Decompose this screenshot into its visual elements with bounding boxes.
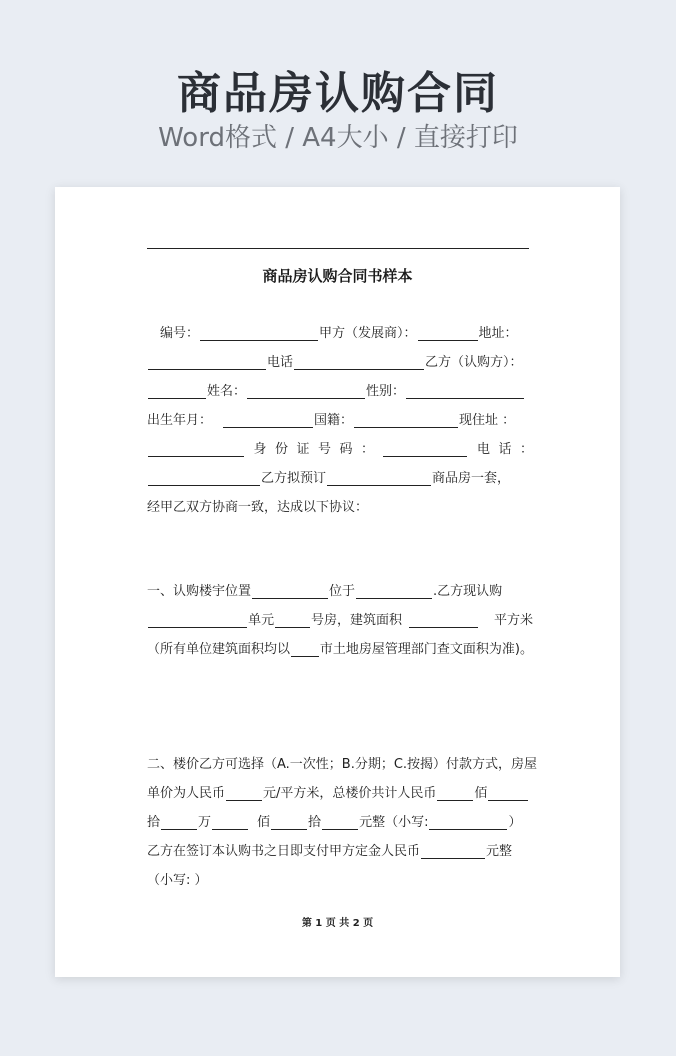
s1-location-blank xyxy=(252,584,328,599)
s1-at-label: 位于 xyxy=(329,584,356,599)
phone-label: 电话 xyxy=(267,355,294,370)
s2-bai2-label: 佰 xyxy=(257,815,271,830)
birth-label: 出生年月： xyxy=(147,413,213,428)
s2-lower-blank xyxy=(429,815,507,830)
s2-unit-price-label: 单价为人民币 xyxy=(147,786,226,801)
s2-total-label: 元/平方米，总楼价共计人民币 xyxy=(263,786,437,801)
s1-unit-label: 单元 xyxy=(248,613,275,628)
s1-buy-label: .乙方现认购 xyxy=(433,584,503,599)
document-page xyxy=(55,187,620,977)
line-id xyxy=(147,435,533,464)
s1-line2 xyxy=(147,606,533,635)
s1-area-label: 号房，建筑面积 xyxy=(311,613,403,628)
s2-unit-price-blank xyxy=(226,786,262,801)
s2-shi2-blank xyxy=(322,815,358,830)
document-title: 商品房认购合同书样本 xyxy=(262,267,413,285)
party-a-blank xyxy=(418,326,478,341)
s1-location-label: 一、认购楼宇位置 xyxy=(147,584,252,599)
s2-wan-label: 万 xyxy=(198,815,212,830)
number-label: 编号： xyxy=(160,326,200,341)
s2-line5 xyxy=(147,866,533,895)
s1-line3 xyxy=(147,635,533,664)
s2-hundred-million-blank xyxy=(437,786,473,801)
s2-bai2-blank xyxy=(271,815,307,830)
s2-deposit-label: 乙方在签订本认购书之日即支付甲方定金人民币 xyxy=(147,844,421,859)
party-a-label: 甲方（发展商）： xyxy=(319,326,417,341)
id-char: 份 xyxy=(274,442,288,457)
phone2-char: 电 xyxy=(476,442,490,457)
intends-blank xyxy=(327,471,431,486)
id-blank xyxy=(383,442,467,457)
line-birth xyxy=(147,406,533,435)
line-number xyxy=(147,319,533,348)
s1-note-a: （所有单位建筑面积均以 xyxy=(147,642,291,657)
id-char: 码 xyxy=(339,442,353,457)
nationality-label: 国籍： xyxy=(314,413,354,428)
s2-wan-blank xyxy=(161,815,197,830)
line-name xyxy=(147,377,533,406)
party-b-blank xyxy=(148,384,206,399)
intends-label: 乙方拟预订 xyxy=(261,471,327,486)
s1-line1 xyxy=(147,577,533,606)
s1-room-blank xyxy=(275,613,310,628)
s2-shi2-label: 拾 xyxy=(308,815,322,830)
residence-label: 现住址 ： xyxy=(459,413,516,428)
line-phone xyxy=(147,348,533,377)
s2-line1 xyxy=(147,750,538,779)
gender-label: 性别： xyxy=(366,384,406,399)
banner-subtitle: Word格式 / A4大小 / 直接打印 xyxy=(158,123,518,153)
id-char: 证 xyxy=(296,442,310,457)
house-one-label: 商品房一套， xyxy=(432,471,511,486)
name-label: 姓名： xyxy=(207,384,247,399)
s2-payment-text: 二、楼价乙方可选择（A.一次性；B.分期；C.按揭）付款方式，房屋 xyxy=(147,757,538,772)
s2-deposit-blank xyxy=(421,844,485,859)
address-blank xyxy=(148,355,266,370)
residence-blank xyxy=(148,442,244,457)
line-agreement xyxy=(147,493,533,522)
phone-blank xyxy=(294,355,424,370)
s2-ten-million-blank xyxy=(488,786,528,801)
s1-area-blank xyxy=(409,613,479,628)
s2-line2 xyxy=(147,779,533,808)
id-char: 号 xyxy=(317,442,331,457)
s2-yuan-label: 元整 xyxy=(486,844,513,859)
section-1 xyxy=(147,577,533,664)
s2-lower2-label: （小写: ） xyxy=(147,873,208,888)
page-footer: 第 1 页 共 2 页 xyxy=(301,918,374,929)
phone2-char: ： xyxy=(519,442,533,457)
s2-bai-label: 佰 xyxy=(474,786,488,801)
id-char: ： xyxy=(360,442,374,457)
nationality-blank xyxy=(354,413,458,428)
id-char: 身 xyxy=(253,442,267,457)
s2-lower-label: 元整（小写: xyxy=(359,815,429,830)
party-info-block xyxy=(147,319,533,522)
s2-line4 xyxy=(147,837,533,866)
phone2-char: 话 xyxy=(498,442,512,457)
s1-at-blank xyxy=(356,584,432,599)
section-2 xyxy=(147,750,538,895)
party-b-label: 乙方（认购方）： xyxy=(425,355,523,370)
address-label: 地址： xyxy=(478,326,518,341)
s1-sqm-label: 平方米 xyxy=(493,613,533,628)
s1-city-blank xyxy=(291,642,319,657)
birth-blank xyxy=(223,413,313,428)
header-rule xyxy=(147,248,529,249)
name-blank xyxy=(247,384,365,399)
phone2-blank xyxy=(148,471,260,486)
s1-note-b: 市土地房屋管理部门查文面积为准)。 xyxy=(319,642,533,657)
s1-unit-blank xyxy=(148,613,247,628)
s2-qian-blank xyxy=(212,815,248,830)
s2-shi-label: 拾 xyxy=(147,815,161,830)
number-blank xyxy=(200,326,318,341)
s2-line3 xyxy=(147,808,533,837)
gender-blank xyxy=(406,384,524,399)
s2-close-paren: ） xyxy=(508,815,522,830)
line-intends xyxy=(147,464,533,493)
banner-title: 商品房认购合同 xyxy=(177,68,499,119)
agreement-text: 经甲乙双方协商一致，达成以下协议： xyxy=(147,500,369,515)
